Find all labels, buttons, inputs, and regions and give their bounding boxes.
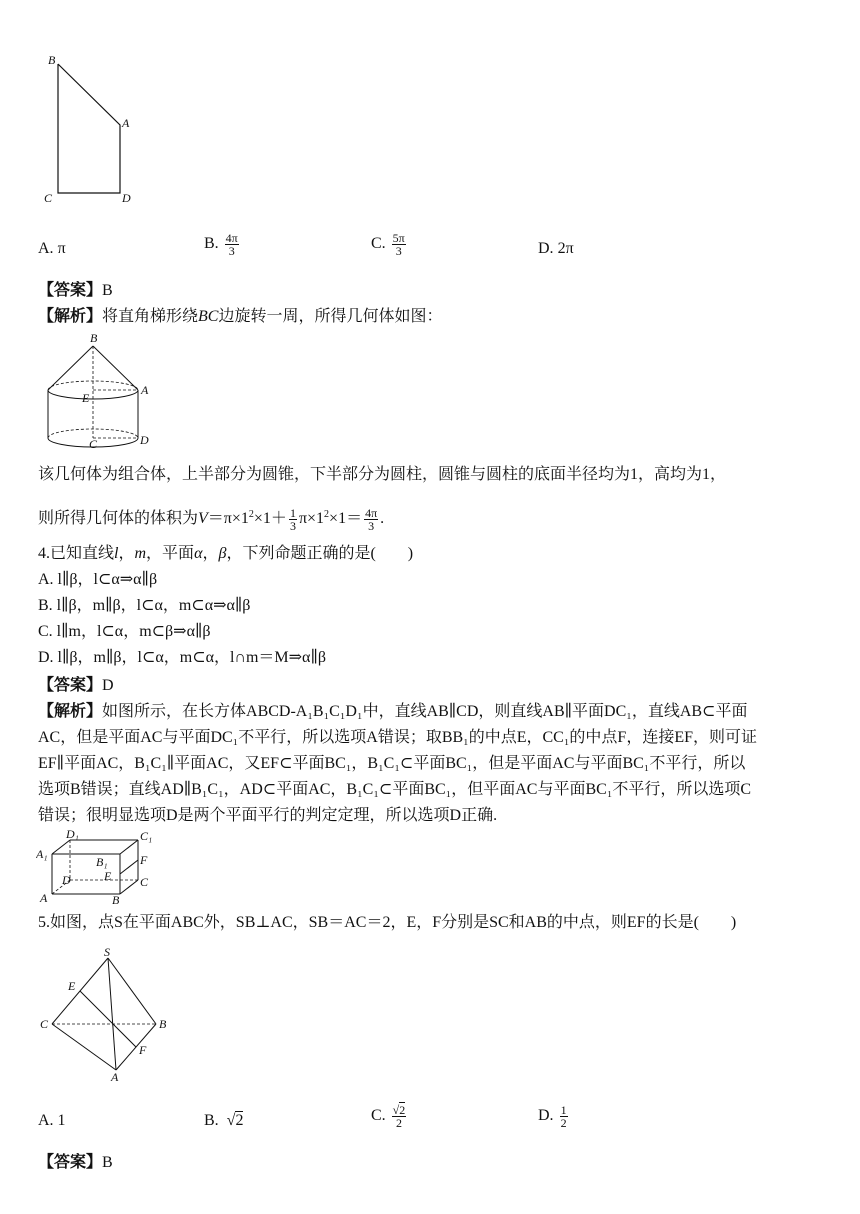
option-d: D. 2π [538, 240, 574, 257]
label-a: A [111, 1070, 119, 1084]
label-a: A [122, 116, 130, 130]
fraction: $\frac{1}{3}$ [289, 505, 296, 533]
option-b: B. $\frac{4\pi}{3}$ [204, 231, 238, 258]
radical: √2 [226, 1112, 244, 1129]
fraction: $\frac{√2}{2}$ [392, 1103, 406, 1130]
analysis-line-5: 错误；很明显选项D是两个平面平行的判定定理，所以选项D正确. [38, 807, 498, 824]
volume-line: 则所得几何体的体积为$V=\pi\times 1^2\times 1+$ $\frac{1}{3}$ $\pi\times 1^2\times 1=$ $\frac{4\pi}{3}$ . [38, 505, 385, 533]
fraction: $\frac{5\pi}{3}$ [392, 231, 405, 258]
label-f: F [139, 1043, 147, 1057]
fraction: $\frac{4\pi}{3}$ [225, 231, 238, 258]
option-c: C. $\frac{5\pi}{3}$ [371, 231, 405, 258]
label-b1: B₁ [96, 855, 108, 869]
description-line: 该几何体为组合体，上半部分为圆锥，下半部分为圆柱，圆锥与圆柱的底面半径均为1，高均为1， [38, 466, 727, 483]
question-5-option-a: A. 1 [38, 1112, 66, 1129]
label-c1: C₁ [140, 829, 153, 843]
question-5-stem: 5.如图，点S在平面ABC外，SB⊥AC，SB＝AC＝2，E，F分别是SC和AB的中点，则EF的长是( ) [38, 914, 737, 931]
question-4-option-b: B. l∥β，m∥β，l⊂α，m⊂α⇒α∥β [38, 597, 251, 614]
label-e: E [82, 391, 90, 405]
question-5-option-b: B. √2 [204, 1112, 244, 1129]
answer-line: 【答案】B [38, 1154, 113, 1171]
fraction: $\frac{4\pi}{3}$ [365, 505, 378, 533]
label-c: C [89, 437, 98, 450]
label-a1: A₁ [36, 847, 48, 861]
label-d: D [140, 433, 149, 447]
label-a: A [40, 891, 48, 905]
analysis-line-1: 【解析】如图所示，在长方体ABCD-A₁B₁C₁D₁中，直线AB∥CD，则直线AB∥平面DC₁，直线AB⊂平面 [38, 703, 748, 720]
label-d: D [122, 191, 131, 205]
question-5-option-c: C. $\frac{√2}{2}$ [371, 1103, 406, 1130]
label-a: A [141, 383, 149, 397]
label-s: S [104, 945, 110, 959]
question-4-stem: 4.已知直线l，m，平面α，β，下列命题正确的是( ) [38, 545, 414, 562]
label-e: E [104, 869, 112, 883]
label-b: B [48, 53, 56, 67]
label-f: F [140, 853, 148, 867]
label-d: D [62, 873, 71, 887]
answer-line: 【答案】D [38, 677, 114, 694]
label-c: C [140, 875, 149, 889]
pyramid-figure [36, 944, 176, 1084]
analysis-line-3: EF∥平面AC，B₁C₁∥平面AC，又EF⊂平面BC₁，B₁C₁⊂平面BC₁，但是平面AC与平面BC₁不平行，所以 [38, 755, 746, 772]
option-a: A. π [38, 240, 66, 257]
cuboid-figure [36, 828, 166, 908]
label-b: B [112, 893, 120, 907]
label-b: B [159, 1017, 167, 1031]
answer-line: 【答案】B [38, 282, 113, 299]
trapezoid-figure [40, 50, 140, 210]
label-b: B [90, 331, 98, 345]
question-4-option-c: C. l∥m，l⊂α，m⊂β⇒α∥β [38, 623, 211, 640]
cone-cylinder-figure [40, 330, 160, 450]
label-e: E [68, 979, 76, 993]
question-5-option-d: D. $\frac{1}{2}$ [538, 1103, 567, 1130]
label-d1: D₁ [66, 828, 79, 841]
question-4-option-d: D. l∥β，m∥β，l⊂α，m⊂α，l∩m＝M⇒α∥β [38, 649, 326, 666]
fraction: $\frac{1}{2}$ [560, 1103, 567, 1130]
analysis-line: 【解析】将直角梯形绕BC边旋转一周，所得几何体如图： [38, 308, 443, 325]
analysis-line-4: 选项B错误；直线AD∥B₁C₁，AD⊂平面AC，B₁C₁⊂平面BC₁，但平面AC与平面BC₁不平行，所以选项C [38, 781, 752, 798]
label-c: C [44, 191, 53, 205]
label-c: C [40, 1017, 49, 1031]
question-4-option-a: A. l∥β，l⊂α⇒α∥β [38, 571, 158, 588]
analysis-line-2: AC，但是平面AC与平面DC₁不平行，所以选项A错误；取BB₁的中点E，CC₁的中点F，连接EF，则可证 [38, 729, 758, 746]
